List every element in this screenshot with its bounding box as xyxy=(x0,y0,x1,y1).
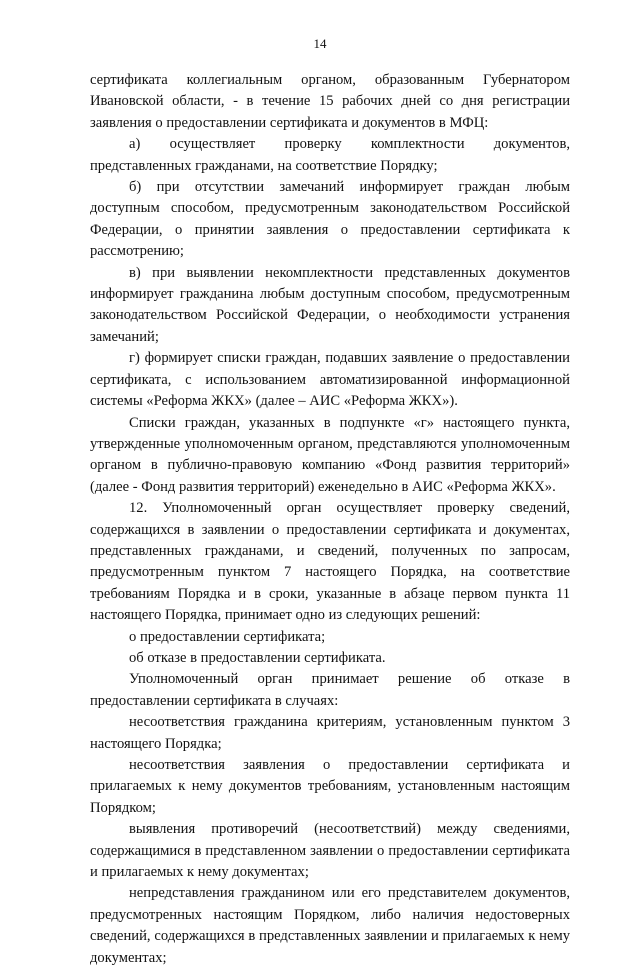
paragraph-item-a: а) осуществляет проверку комплектности документов, представленных гражданами, на соответствие Порядку; xyxy=(90,136,570,174)
paragraph-clause-12: 12. Уполномоченный орган осуществляет проверку сведений, содержащихся в заявлении о предоставлении сертификата и документах, представленных гражданами, и сведений, полученных по запросам, предусмотренным пунктом 7 настоящего Порядка, на соответствие требованиям Порядка и в сроки, указанные в абзаце первом пункта 11 настоящего Порядка, принимает одно из следующих решений: xyxy=(90,500,570,624)
refusal-reason: несоответствия гражданина критериям, установленным пунктом 3 настоящего Порядка; xyxy=(90,714,570,752)
page-number: 14 xyxy=(313,36,327,51)
paragraph-item-v: в) при выявлении некомплектности представленных документов информирует гражданина любым доступным способом, предусмотренным законодательством Российской Федерации, о необходимости устранения замечаний; xyxy=(90,264,570,345)
decision-option: о предоставлении сертификата; xyxy=(129,628,326,645)
document-body xyxy=(90,70,570,969)
decision-option: об отказе в предоставлении сертификата. xyxy=(129,649,386,666)
paragraph: Уполномоченный орган принимает решение об отказе в предоставлении сертификата в случаях: xyxy=(90,671,570,709)
refusal-reason: непредставления гражданином или его представителем документов, предусмотренных настоящим Порядком, либо наличия недостоверных сведений, содержащихся в представленных заявлении и прилагаемых к нему документах; xyxy=(90,885,570,966)
paragraph-item-b: б) при отсутствии замечаний информирует граждан любым доступным способом, предусмотренным законодательством Российской Федерации, о принятии заявления о предоставлении сертификата к рассмотрению; xyxy=(90,179,570,260)
paragraph: Списки граждан, указанных в подпункте «г» настоящего пункта, утвержденные уполномоченным органом, представляются уполномоченным органом в публично-правовую компанию «Фонд развития территорий» (далее - Фонд развития территорий) еженедельно в АИС «Реформа ЖКХ». xyxy=(90,414,570,495)
refusal-reason: несоответствия заявления о предоставлении сертификата и прилагаемых к нему документов требованиям, установленным настоящим Порядком; xyxy=(90,757,570,816)
refusal-reason: выявления противоречий (несоответствий) между сведениями, содержащимися в представленном заявлении о предоставлении сертификата и прилагаемых к нему документах; xyxy=(90,821,570,881)
paragraph: сертификата коллегиальным органом, образованным Губернатором Ивановской области, - в течение 15 рабочих дней со дня регистрации заявления о предоставлении сертификата и документов в МФЦ: xyxy=(90,72,570,131)
paragraph-item-g: г) формирует списки граждан, подавших заявление о предоставлении сертификата, с использованием автоматизированной информационной системы «Реформа ЖКХ» (далее – АИС «Реформа ЖКХ»). xyxy=(90,350,570,410)
